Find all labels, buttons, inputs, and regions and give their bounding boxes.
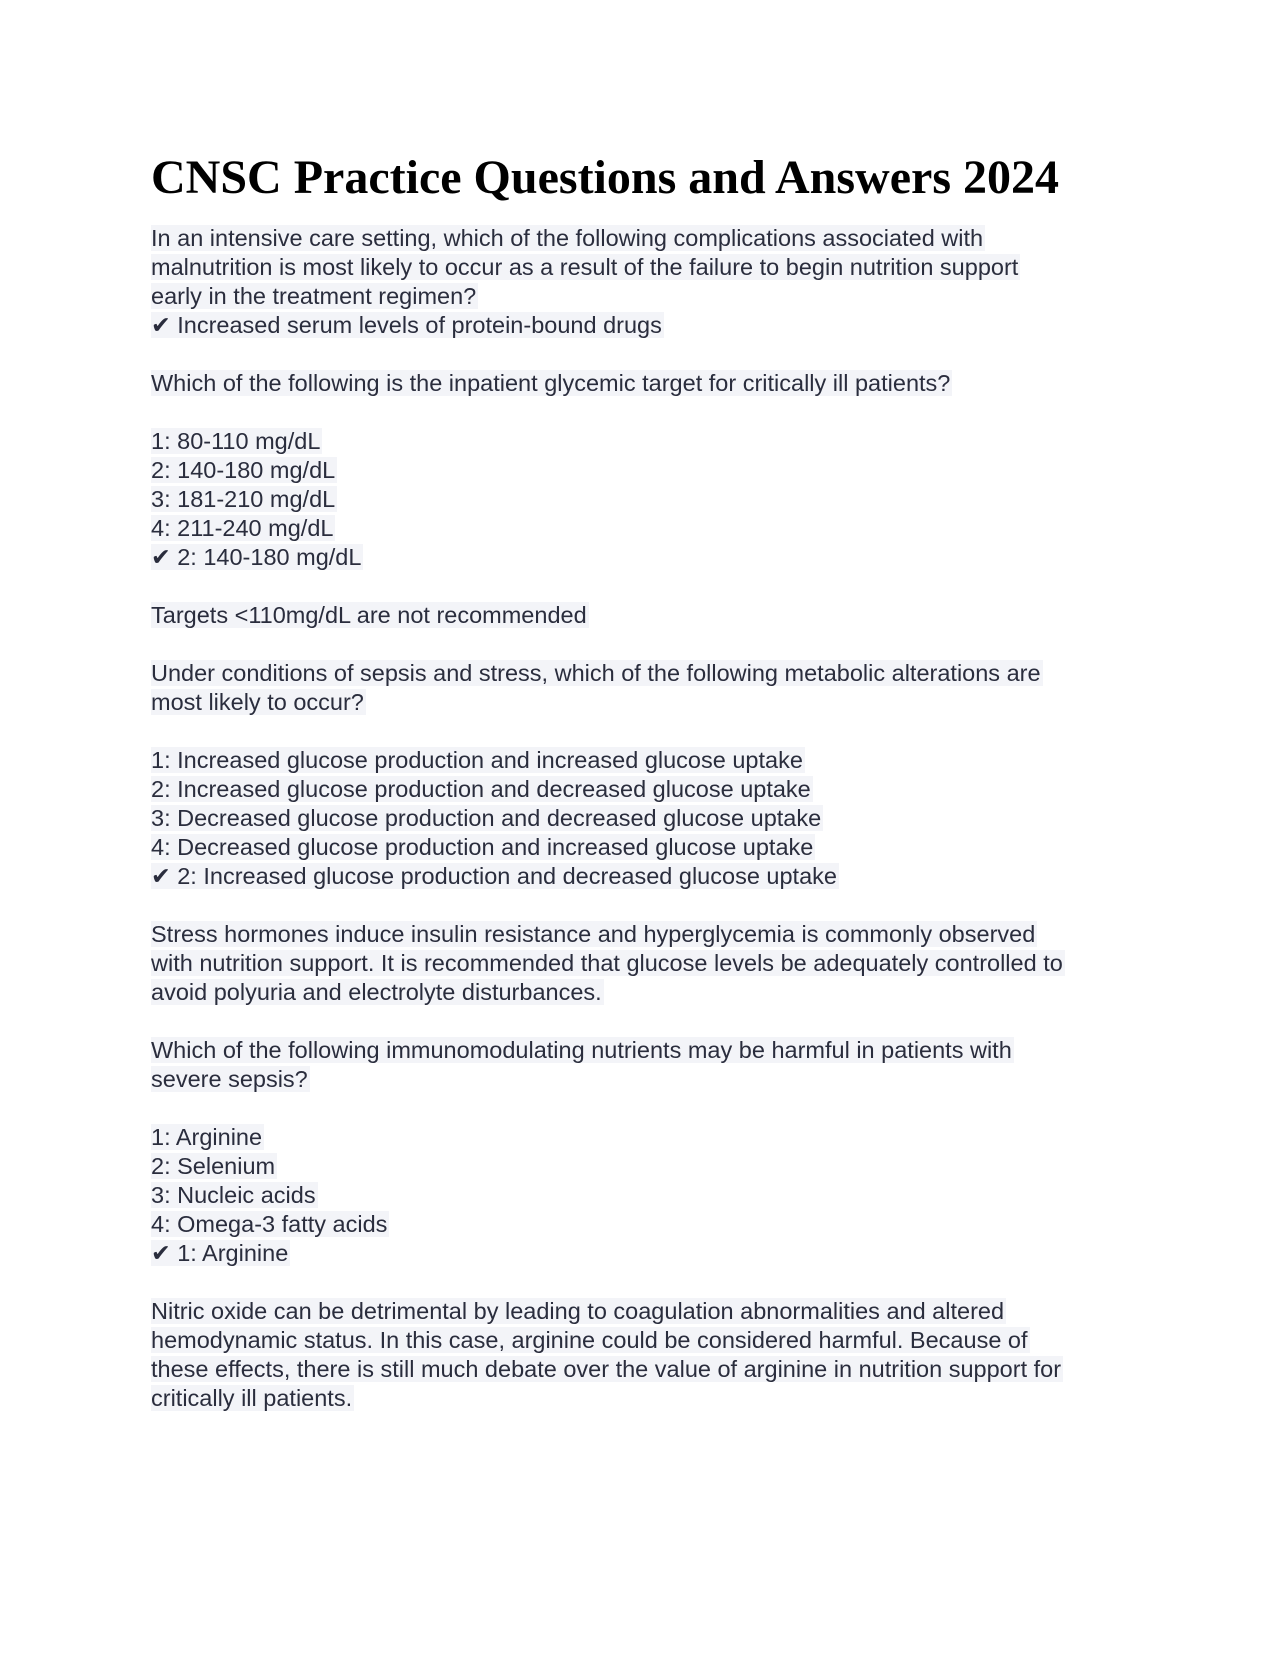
explanation-line: with nutrition support. It is recommended that glucose levels be adequately controlled to <box>151 950 1063 976</box>
explanation-line: hemodynamic status. In this case, arginine could be considered harmful. Because of <box>151 1327 1028 1353</box>
question-text-line: early in the treatment regimen? <box>151 283 477 309</box>
question-4 <box>151 1036 1141 1413</box>
question-text-line: In an intensive care setting, which of the following complications associated with <box>151 225 984 251</box>
document-title: CNSC Practice Questions and Answers 2024 <box>151 151 1059 204</box>
answer-line: ✔ 2: 140-180 mg/dL <box>151 544 362 570</box>
explanation-line: avoid polyuria and electrolyte disturbances. <box>151 979 602 1005</box>
option-line: 1: 80-110 mg/dL <box>151 428 321 454</box>
explanation-line: Stress hormones induce insulin resistance and hyperglycemia is commonly observed <box>151 921 1036 947</box>
option-line: 4: 211-240 mg/dL <box>151 515 334 541</box>
answer-line: ✔ 2: Increased glucose production and decreased glucose uptake <box>151 863 837 889</box>
question-text-line: Which of the following immunomodulating nutrients may be harmful in patients with <box>151 1037 1012 1063</box>
question-text-line: Which of the following is the inpatient glycemic target for critically ill patients? <box>151 370 951 396</box>
question-1 <box>151 224 1141 340</box>
answer-line: ✔ 1: Arginine <box>151 1240 289 1266</box>
explanation-line: Targets <110mg/dL are not recommended <box>151 602 587 628</box>
option-line: 1: Arginine <box>151 1124 263 1150</box>
option-line: 2: 140-180 mg/dL <box>151 457 336 483</box>
option-line: 2: Selenium <box>151 1153 276 1179</box>
explanation-line: these effects, there is still much debate over the value of arginine in nutrition support for <box>151 1356 1062 1382</box>
option-line: 4: Decreased glucose production and increased glucose uptake <box>151 834 814 860</box>
question-text-line: most likely to occur? <box>151 689 364 715</box>
question-text-line: Under conditions of sepsis and stress, which of the following metabolic alterations are <box>151 660 1041 686</box>
option-line: 4: Omega-3 fatty acids <box>151 1211 388 1237</box>
option-line: 2: Increased glucose production and decreased glucose uptake <box>151 776 811 802</box>
answer-line: ✔ Increased serum levels of protein-bound drugs <box>151 312 662 338</box>
question-text-line: severe sepsis? <box>151 1066 308 1092</box>
explanation-line: Nitric oxide can be detrimental by leading to coagulation abnormalities and altered <box>151 1298 1005 1324</box>
question-2 <box>151 369 1141 630</box>
option-line: 3: Nucleic acids <box>151 1182 316 1208</box>
option-line: 3: Decreased glucose production and decreased glucose uptake <box>151 805 822 831</box>
option-line: 3: 181-210 mg/dL <box>151 486 336 512</box>
option-line: 1: Increased glucose production and increased glucose uptake <box>151 747 803 773</box>
question-text-line: malnutrition is most likely to occur as a result of the failure to begin nutrition support <box>151 254 1019 280</box>
question-3 <box>151 659 1141 1007</box>
document-page <box>151 148 1141 1413</box>
explanation-line: critically ill patients. <box>151 1385 353 1411</box>
